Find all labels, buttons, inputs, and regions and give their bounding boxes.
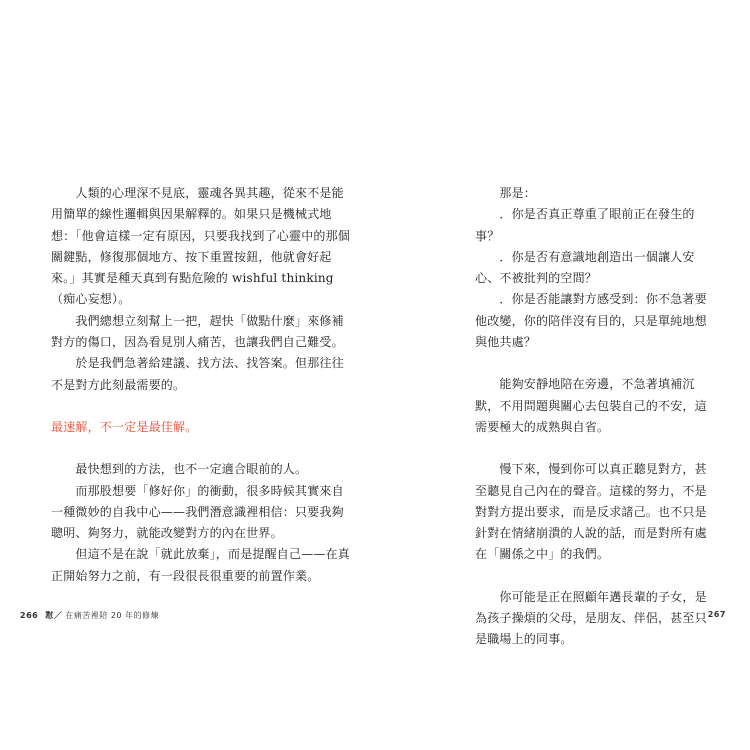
body-paragraph: 而那股想要「修好你」的衝動，很多時候其實來自一種微妙的自我中心——我們潛意識裡相信：只要我夠聰明、夠努力，就能改變對方的內在世界。 — [51, 483, 344, 541]
body-paragraph: 你可能是正在照顧年邁長輩的子女，是為孩子操煩的父母，是朋友、伴侶，甚至只是職場上的同事。 — [475, 589, 707, 647]
body-paragraph: 但這不是在說「就此放棄」，而是提醒自己——在真正開始努力之前，有一段很長很重要的前置作業。 — [51, 547, 351, 583]
body-paragraph: 最快想到的方法，也不一定適合眼前的人。 — [51, 462, 308, 477]
left-footer — [20, 610, 159, 621]
right-text-column — [475, 183, 707, 651]
intro-line: 那是： — [475, 186, 537, 200]
question-item: ．你是否能讓對方感受到：你不急著要他改變，你的陪伴沒有目的，只是單純地想與他共處？ — [475, 292, 707, 350]
question-item: ．你是否有意識地創造出一個讓人安心、不被批判的空間？ — [475, 249, 695, 286]
body-paragraph: 慢下來，慢到你可以真正聽見對方，甚至聽見自己內在的聲音。這樣的努力，不是對對方提出要求，而是反求諸己。也不只是針對在情緒崩潰的人說的話，而是對所有處在「關係之中」的我們。 — [475, 462, 707, 562]
running-title: 在痛苦裡陪 20 年的修煉 — [65, 611, 160, 620]
body-paragraph: 人類的心理深不見底，靈魂各異其趣，從來不是能用簡單的線性邏輯與因果解釋的。如果只是機械式地想：「他會這樣一定有原因，只要我找到了心靈中的那個關鍵點，修復那個地方、按下重置按鈕，他就會好起來。」其實是種天真到有點危險的 wishful thinking（痴心妄想）。 — [51, 186, 351, 307]
question-item: ．你是否真正尊重了眼前正在發生的事？ — [475, 207, 695, 243]
left-text-column — [51, 183, 351, 587]
page-number: 267 — [707, 610, 726, 619]
section-heading: 最速解，不一定是最佳解。 — [51, 419, 198, 434]
body-paragraph: 能夠安靜地陪在旁邊，不急著填補沉默，不用問題與關心去包裝自己的不安，這需要極大的成熟與自省。 — [475, 377, 707, 434]
body-paragraph: 我們總想立刻幫上一把，趕快「做點什麼」來修補對方的傷口，因為看見別人痛苦，也讓我們自己難受。 — [51, 313, 344, 350]
page-number: 266 — [20, 611, 39, 620]
body-paragraph: 於是我們急著給建議、找方法、找答案。但那往往不是對方此刻最需要的。 — [51, 356, 344, 392]
book-mark: 懟／ — [45, 611, 63, 620]
right-page — [375, 0, 750, 750]
right-footer — [708, 610, 730, 619]
